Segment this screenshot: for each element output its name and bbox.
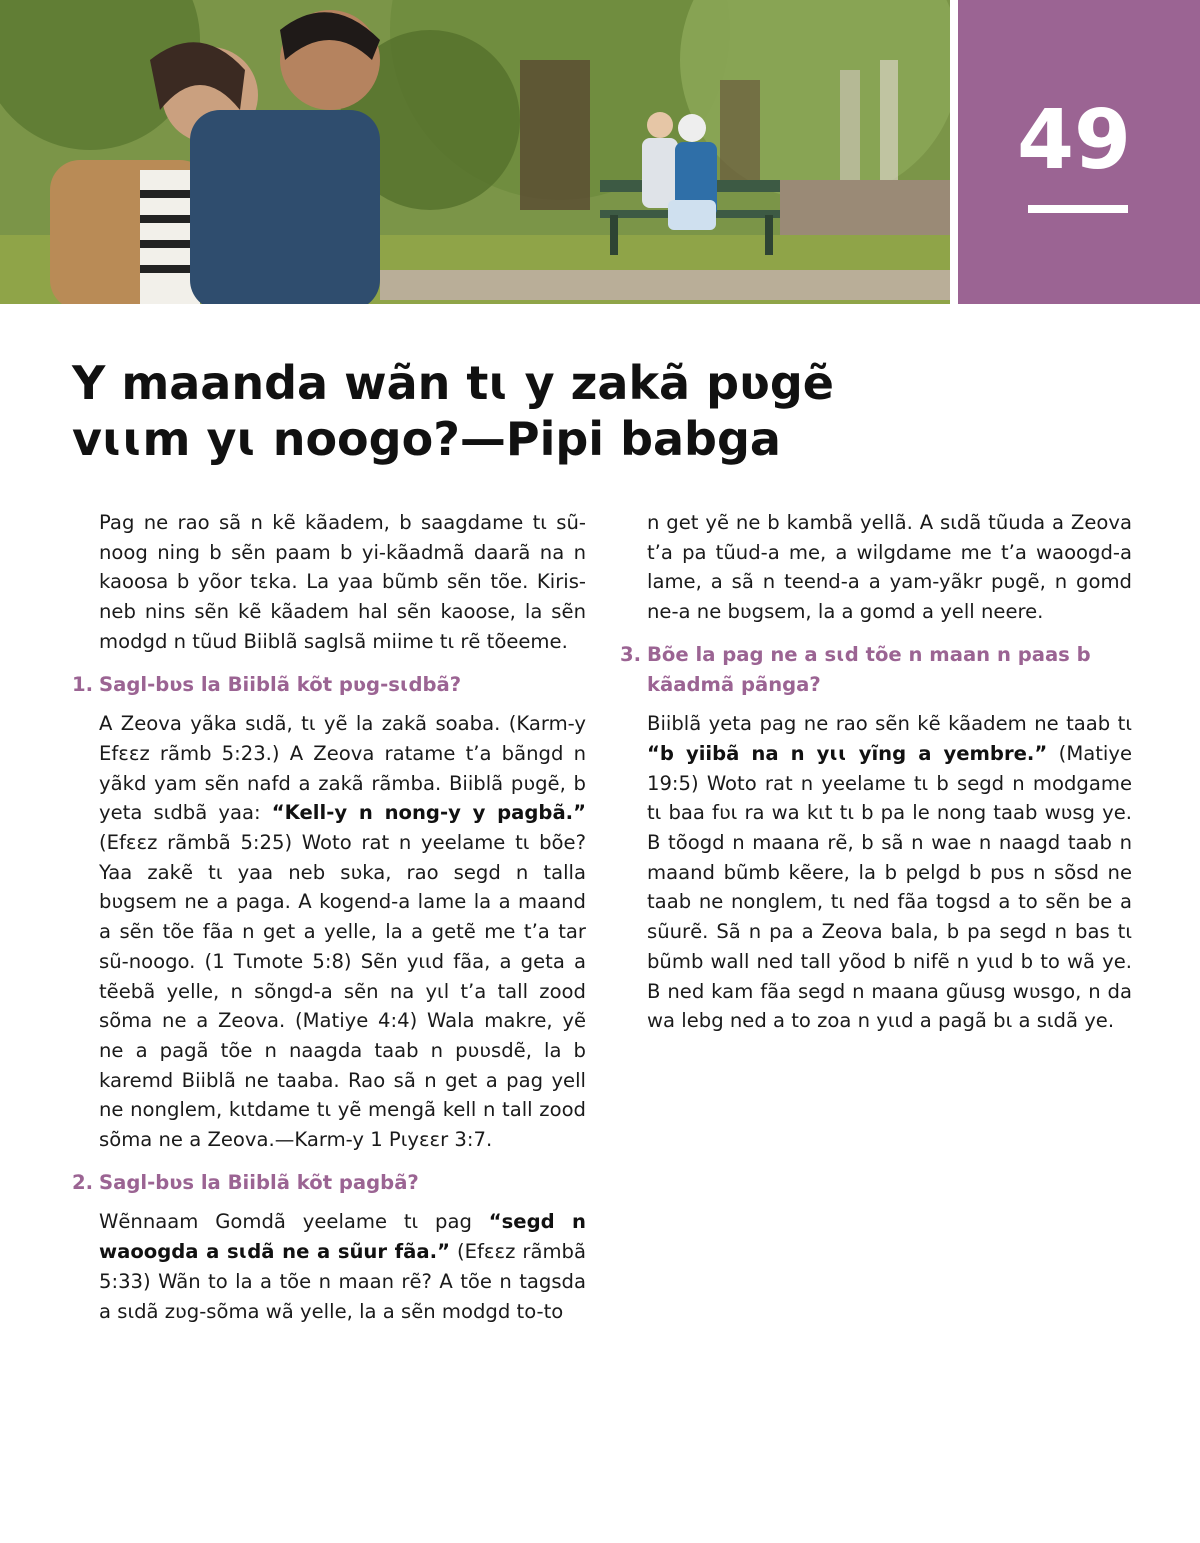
answer-3-text-b: (Matiye 19:5) Woto rat n yeelame tɩ b segd n modgame tɩ baa fʋɩ ra wa kɩt tɩ b pa le nong taab wʋsg ye. B tõogd n maana rẽ, b sã n wae n naagd taab n maand bũmb kẽere, la b pelgd b pʋs n sõsd ne taab ne nonglem, tɩ ned fãa togsd a to sẽn be a sũurẽ. Sã n pa a Zeova bala, b pa segd n bas tɩ bũmb wall ned tall yõod b nifẽ n yɩɩd b to wã ye. B ned kam fãa segd n maana gũusg wʋsgo, n da wa lebg ned a to zoa n yɩɩd a pagã bɩ a sɩdã ye.	[647, 741, 1133, 1033]
hero-photo	[0, 0, 950, 304]
question-1	[72, 670, 586, 700]
answer-3-text-a: Biiblã yeta pag ne rao sẽn kẽ kãadem ne taab tɩ	[647, 712, 1132, 736]
answer-2-text-a: Wẽnnaam Gomdã yeelame tɩ pag	[99, 1210, 489, 1234]
question-3-number: 3.	[620, 642, 642, 666]
question-3	[620, 640, 1132, 699]
question-2-text: Sagl-bʋs la Biiblã kõt pagbã?	[99, 1170, 419, 1194]
chapter-number: 49	[1016, 93, 1132, 188]
question-2	[72, 1168, 586, 1198]
answer-1-text-a: A Zeova yãka sɩdã, tɩ yẽ la zakã soaba. (Karm-y Efɛɛz rãmb 5:23.) A Zeova ratame t’a bãngd n yãkd yam sẽn nafd a zakã rãmba. Biiblã pʋgẽ, b yeta sɩdbã yaa:	[99, 712, 586, 825]
chapter-badge	[958, 0, 1200, 304]
question-2-number: 2.	[72, 1170, 94, 1194]
left-column	[72, 508, 586, 1339]
question-1-number: 1.	[72, 672, 94, 696]
answer-3-quote: “b yiibã na n yɩɩ yĩng a yembre.”	[647, 741, 1048, 765]
title-line-1: Y maanda wãn tɩ y zakã pʋgẽ	[72, 356, 834, 410]
intro-paragraph: Pag ne rao sã n kẽ kãadem, b saagdame tɩ sũ-noog ning b sẽn paam b yi-kãadmã daarã na n kaoosa b yõor tɛka. La yaa bũmb sẽn tõe. Kiris-neb nins sẽn kẽ kãadem hal sẽn kaoose, la sẽn modgd n tũud Biiblã saglsã miime tɩ rẽ tõeeme.	[99, 511, 586, 653]
answer-1-text-b: (Efɛɛz rãmbã 5:25) Woto rat n yeelame tɩ bõe? Yaa zakẽ tɩ yaa neb sʋka, rao segd n talla bʋgsem ne a paga. A kogend-a lame la a maand a sẽn tõe fãa n get a yelle, la a getẽ me t’a tar sũ-noogo. (1 Tɩmote 5:8) Sẽn yɩɩd fãa, a geta a tẽebã yelle, n sõngd-a sẽn na yɩl t’a tall zood sõma ne a Zeova. (Matiye 4:4) Wala makre, yẽ ne a pagã tõe n naagda taab n pʋʋsdẽ, la b karemd Biiblã ne taaba. Rao sã n get a pag yell ne nonglem, kɩtdame tɩ yẽ mengã kell n tall zood sõma ne a Zeova.—Karm-y 1 Pɩyɛɛr 3:7.	[99, 831, 586, 1152]
answer-3-paragraph	[620, 709, 1132, 1036]
question-3-text: Bõe la pag ne a sɩd tõe n maan n paas b kãadmã pãnga?	[647, 642, 1091, 696]
park-scene-illustration	[0, 0, 950, 304]
title-line-2: vɩɩm yɩ noogo?—Pipi babga	[72, 412, 781, 466]
answer-2-text-b: (Efɛɛz rãmbã 5:33) Wãn to la a tõe n maan rẽ? A tõe n tagsda a sɩdã zʋg-sõma wã yelle, la a sẽn modgd to-to	[99, 1240, 586, 1323]
question-1-text: Sagl-bʋs la Biiblã kõt pʋg-sɩdbã?	[99, 672, 462, 696]
answer-2-quote: “segd n waoogda a sɩdã ne a sũur fãa.”	[99, 1210, 587, 1264]
answer-1-paragraph	[72, 709, 586, 1155]
answer-2-paragraph	[72, 1207, 586, 1326]
answer-1-quote: “Kell-y n nong-y y pagbã.”	[271, 801, 586, 825]
page-title	[72, 355, 932, 467]
answer-2-continuation: n get yẽ ne b kambã yellã. A sɩdã tũuda a Zeova t’a pa tũud-a me, a wilgdame me t’a waoogd-a lame, a sã n teend-a a yam-yãkr pʋgẽ, n gomd ne-a ne bʋgsem, la a gomd a yell neere.	[647, 511, 1132, 624]
chapter-underline	[1028, 205, 1128, 213]
right-column	[620, 508, 1132, 1049]
